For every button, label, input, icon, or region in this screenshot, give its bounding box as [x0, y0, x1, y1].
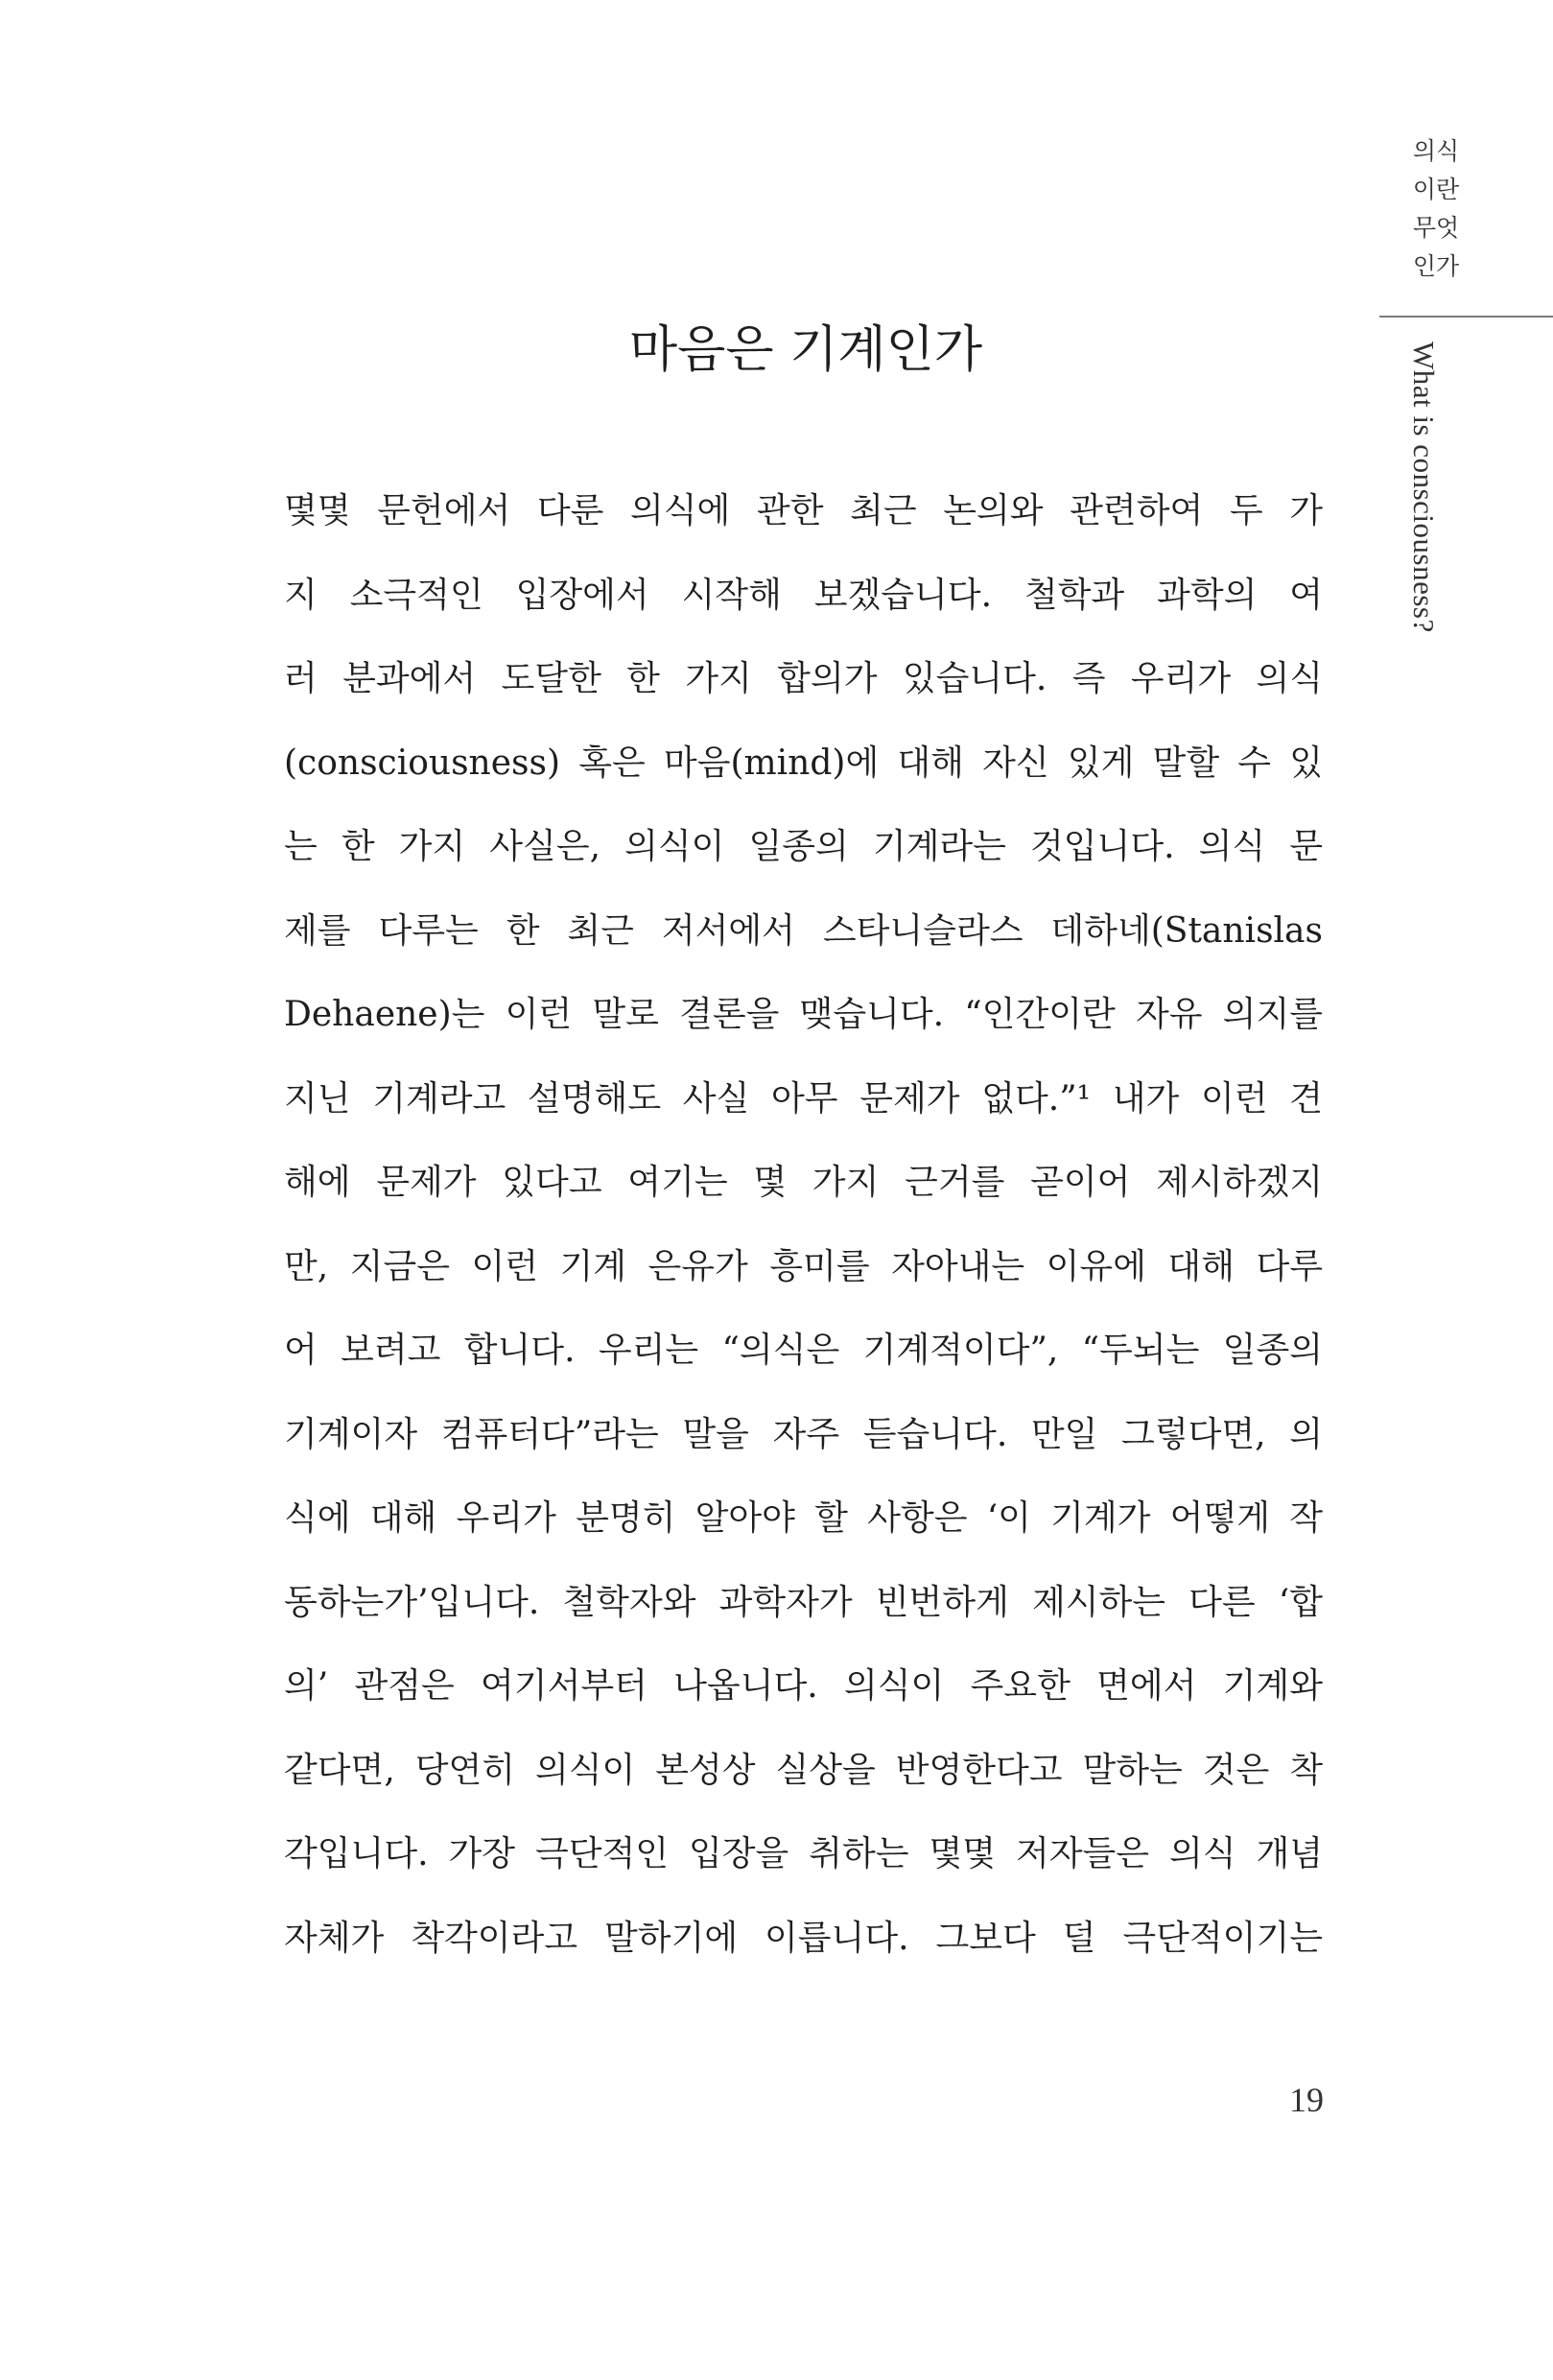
body-line: 만, 지금은 이런 기계 은유가 흥미를 자아내는 이유에 대해 다루 [284, 1246, 1323, 1286]
body-line: 제를 다루는 한 최근 저서에서 스타니슬라스 데하네(Stanislas [284, 910, 1323, 951]
body-line: Dehaene)는 이런 말로 결론을 맺습니다. “인간이란 자유 의지를 [284, 995, 1323, 1034]
running-head-english: What is consciousness? [1407, 342, 1441, 633]
running-head-korean [1402, 132, 1470, 286]
body-line: (consciousness) 혹은 마음(mind)에 대해 자신 있게 말할 수 있 [284, 742, 1323, 783]
running-head-line: 인가 [1412, 252, 1460, 280]
running-head-line: 무엇 [1412, 214, 1460, 242]
running-head-line: 의식 [1412, 137, 1460, 165]
body-line: 지 소극적인 입장에서 시작해 보겠습니다. 철학과 과학의 여 [284, 575, 1323, 615]
body-line: 동하는가’입니다. 철학자와 과학자가 빈번하게 제시하는 다른 ‘합 [284, 1582, 1323, 1622]
running-head-divider [1379, 316, 1553, 318]
body-line: 어 보려고 합니다. 우리는 “의식은 기계적이다”, “두뇌는 일종의 [284, 1331, 1323, 1370]
body-line: 식에 대해 우리가 분명히 알아야 할 사항은 ‘이 기계가 어떻게 작 [284, 1498, 1323, 1538]
body-line: 기계이자 컴퓨터다”라는 말을 자주 듣습니다. 만일 그렇다면, 의 [284, 1414, 1323, 1454]
body-line: 각입니다. 가장 극단적인 입장을 취하는 몇몇 저자들은 의식 개념 [284, 1834, 1323, 1873]
body-text [284, 469, 1323, 1980]
body-line: 는 한 가지 사실은, 의식이 일종의 기계라는 것입니다. 의식 문 [284, 827, 1323, 866]
body-line: 몇몇 문헌에서 다룬 의식에 관한 최근 논의와 관련하여 두 가 [284, 491, 1323, 530]
body-line: 의’ 관점은 여기서부터 나옵니다. 의식이 주요한 면에서 기계와 [284, 1666, 1323, 1706]
body-line: 자체가 착각이라고 말하기에 이릅니다. 그보다 덜 극단적이기는 [284, 1918, 1323, 1958]
page-number: 19 [1289, 2081, 1324, 2119]
chapter-title: 마음은 기계인가 [628, 321, 983, 379]
body-line: 같다면, 당연히 의식이 본성상 실상을 반영한다고 말하는 것은 착 [284, 1750, 1323, 1790]
body-line: 지닌 기계라고 설명해도 사실 아무 문제가 없다.”¹ 내가 이런 견 [284, 1078, 1323, 1119]
body-line: 해에 문제가 있다고 여기는 몇 가지 근거를 곧이어 제시하겠지 [284, 1163, 1323, 1202]
running-head-line: 이란 [1412, 176, 1460, 203]
body-line: 러 분과에서 도달한 한 가지 합의가 있습니다. 즉 우리가 의식 [284, 659, 1323, 698]
